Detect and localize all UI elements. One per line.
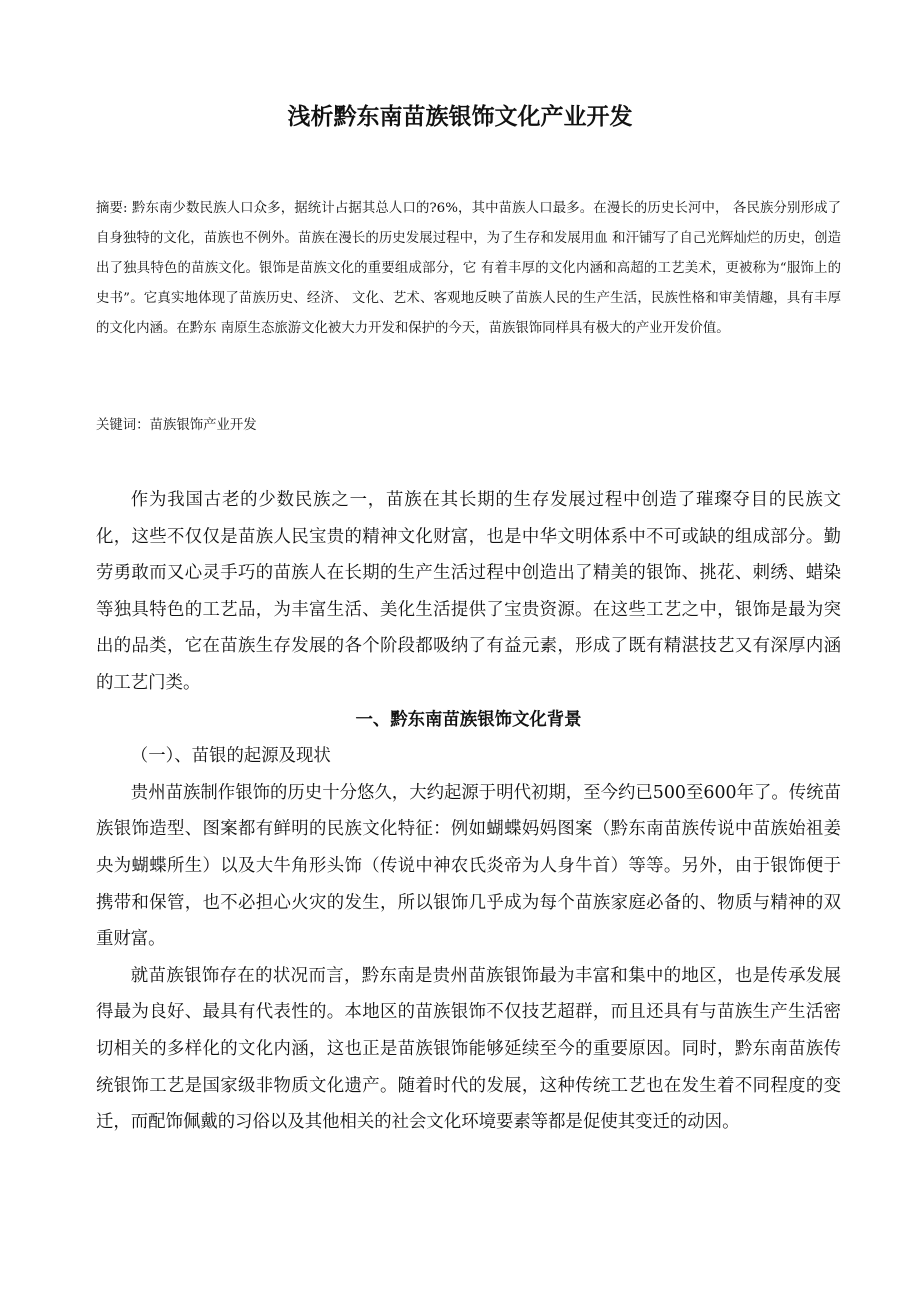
body-paragraph: 贵州苗族制作银饰的历史十分悠久，大约起源于明代初期，至今约已500至600年了。传统苗族银饰造型、图案都有鲜明的民族文化特征：例如蝴蝶妈妈图案（黔东南苗族传说中苗族始祖姜央为蝴蝶所生）以及大牛角形头饰（传说中神农氏炎帝为人身牛首）等等。另外，由于银饰便于携带和保管，也不必担心火灾的发生，所以银饰几乎成为每个苗族家庭必备的、物质与精神的双重财富。 [96, 782, 841, 950]
keywords: 关键词：苗族银饰产业开发 [96, 418, 257, 433]
subsection-heading: （一）、苗银的起源及现状 [130, 746, 331, 767]
intro-paragraph: 作为我国古老的少数民族之一，苗族在其长期的生存发展过程中创造了璀璨夺目的民族文化，这些不仅仅是苗族人民宝贵的精神文化财富，也是中华文明体系中不可或缺的组成部分。勤劳勇敢而又心灵手巧的苗族人在长期的生产生活过程中创造出了精美的银饰、挑花、刺绣、蜡染等独具特色的工艺品，为丰富生活、美化生活提供了宝贵资源。在这些工艺之中，银饰是最为突出的品类，它在苗族生存发展的各个阶段都吸纳了有益元素，形成了既有精湛技艺又有深厚内涵的工艺门类。 [96, 490, 841, 693]
section-heading: 一、黔东南苗族银饰文化背景 [355, 709, 582, 730]
document-title: 浅析黔东南苗族银饰文化产业开发 [287, 104, 633, 130]
document-body [96, 482, 841, 1141]
body-paragraph: 就苗族银饰存在的状况而言，黔东南是贵州苗族银饰最为丰富和集中的地区，也是传承发展得最为良好、最具有代表性的。本地区的苗族银饰不仅技艺超群，而且还具有与苗族生产生活密切相关的多样化的文化内涵，这也正是苗族银饰能够延续至今的重要原因。同时，黔东南苗族传统银饰工艺是国家级非物质文化遗产。随着时代的发展，这种传统工艺也在发生着不同程度的变迁，而配饰佩戴的习俗以及其他相关的社会文化环境要素等都是促使其变迁的动因。 [96, 965, 841, 1133]
abstract: 摘要: 黔东南少数民族人口众多，据统计占据其总人口的?6%，其中苗族人口最多。在漫长的历史长河中， 各民族分别形成了自身独特的文化，苗族也不例外。苗族在漫长的历史发展过程中，为了生存和发展用血 和汗铺写了自己光辉灿烂的历史，创造出了独具特色的苗族文化。银饰是苗族文化的重要组成部分，它 有着丰厚的文化内涵和高超的工艺美术，更被称为“服饰上的史书”。它真实地体现了苗族历史、经济、 文化、艺术、客观地反映了苗族人民的生产生活，民族性格和审美情趣，具有丰厚的文化内涵。在黔东 南原生态旅游文化被大力开发和保护的今天，苗族银饰同样具有极大的产业开发价值。 [96, 201, 841, 336]
